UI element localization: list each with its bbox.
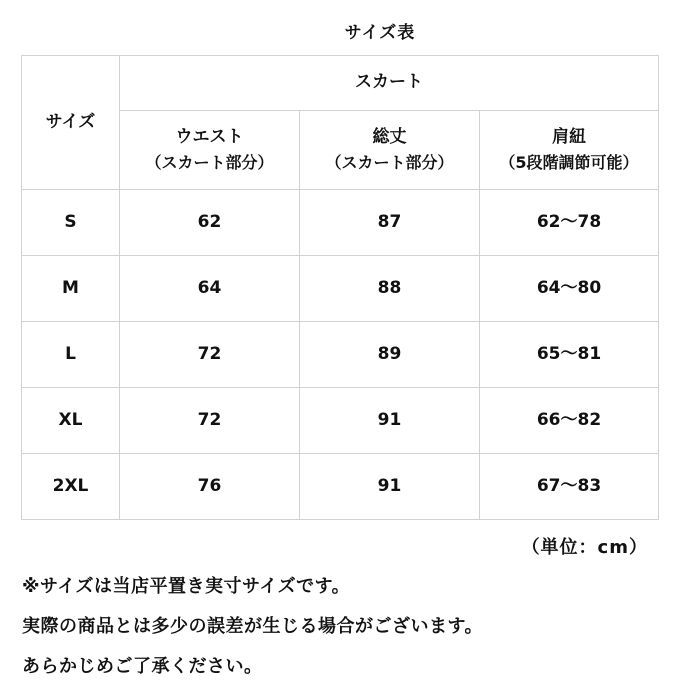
size-cell: XL [22,388,120,454]
waist-cell: 76 [120,454,300,520]
length-header-label: 総丈 [372,127,407,148]
strap-cell: 64～80 [480,256,659,322]
table-row [22,454,659,520]
unit-label: （単位：cm） [521,537,648,558]
waist-header-note: （スカート部分） [145,152,274,172]
size-table [21,55,659,520]
waist-cell: 72 [120,322,300,388]
waist-header-label: ウエスト [175,127,244,148]
size-cell: L [22,322,120,388]
length-cell: 87 [300,190,480,256]
skirt-header: スカート [120,56,659,111]
length-header [300,111,480,190]
length-cell: 91 [300,454,480,520]
length-cell: 91 [300,388,480,454]
notes [22,567,483,687]
table-row [22,388,659,454]
waist-header [120,111,300,190]
table-row [22,190,659,256]
strap-cell: 67～83 [480,454,659,520]
size-cell: 2XL [22,454,120,520]
waist-cell: 64 [120,256,300,322]
page-title: サイズ表 [344,23,416,43]
note-line: あらかじめご了承ください。 [22,656,263,677]
table-row [22,322,659,388]
size-cell: S [22,190,120,256]
length-cell: 89 [300,322,480,388]
strap-cell: 66～82 [480,388,659,454]
length-cell: 88 [300,256,480,322]
strap-header [480,111,659,190]
strap-header-label: 肩紐 [552,127,586,148]
note-line: ※サイズは当店平置き実寸サイズです。 [22,576,351,597]
size-cell: M [22,256,120,322]
size-header: サイズ [22,56,120,190]
waist-cell: 72 [120,388,300,454]
strap-header-note: （5段階調節可能） [499,152,639,172]
table-header-row [22,56,659,111]
note-line: 実際の商品とは多少の誤差が生じる場合がございます。 [22,616,484,637]
table-row [22,256,659,322]
strap-cell: 62～78 [480,190,659,256]
strap-cell: 65～81 [480,322,659,388]
length-header-note: （スカート部分） [325,152,454,172]
waist-cell: 62 [120,190,300,256]
